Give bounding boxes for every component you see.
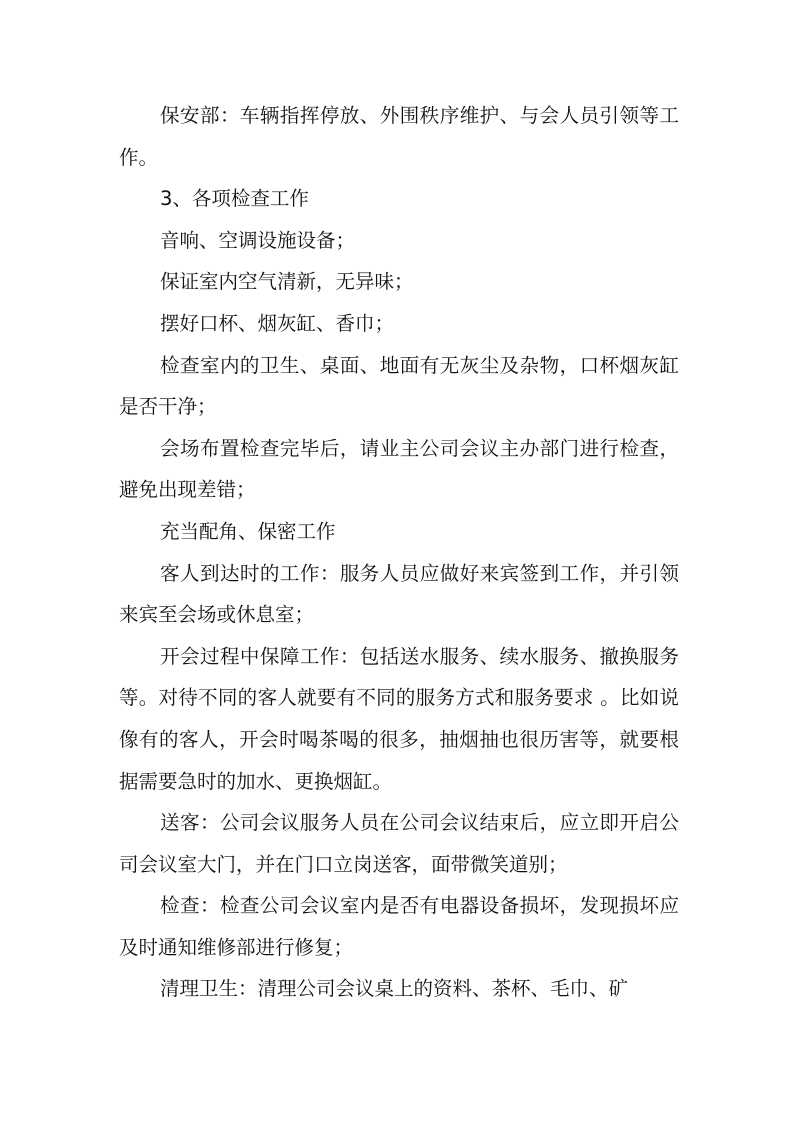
paragraph-audio-hvac: 音响、空调设施设备； xyxy=(160,228,356,252)
paragraph-meeting-service: 开会过程中保障工作：包括送水服务、续水服务、撤换服务等。对待不同的客人就要有不同的服务方式和服务要求 。比如说像有的客人，开会时喝茶喝的很多，抽烟抽也很历害等，就要根据需要急时的加水、更换烟缸。 xyxy=(119,644,679,793)
paragraph-cleanup: 清理卫生：清理公司会议桌上的资料、茶杯、毛巾、矿 xyxy=(160,977,629,1001)
paragraph-supporting-role: 充当配角、保密工作 xyxy=(160,519,336,543)
paragraph-venue-check: 会场布置检查完毕后，请业主公司会议主办部门进行检查，避免出现差错； xyxy=(119,436,679,502)
paragraph-security-department: 保安部：车辆指挥停放、外围秩序维护、与会人员引领等工作。 xyxy=(119,104,679,169)
paragraph-seeing-off: 送客：公司会议服务人员在公司会议结束后，应立即开启公司会议室大门，并在门口立岗送客，面带微笑道别； xyxy=(119,811,679,876)
paragraph-inspection-heading: 3、各项检查工作 xyxy=(160,187,309,211)
paragraph-fresh-air: 保证室内空气清新，无异味； xyxy=(160,270,414,294)
document-body xyxy=(119,95,679,1010)
paragraph-equipment-check: 检查：检查公司会议室内是否有电器设备损坏，发现损坏应及时通知维修部进行修复； xyxy=(119,894,679,959)
paragraph-cups-ashtrays: 摆好口杯、烟灰缸、香巾； xyxy=(160,311,395,335)
paragraph-hygiene-check: 检查室内的卫生、桌面、地面有无灰尘及杂物，口杯烟灰缸是否干净； xyxy=(119,353,679,419)
paragraph-guest-arrival: 客人到达时的工作：服务人员应做好来宾签到工作，并引领来宾至会场或休息室； xyxy=(119,561,679,627)
